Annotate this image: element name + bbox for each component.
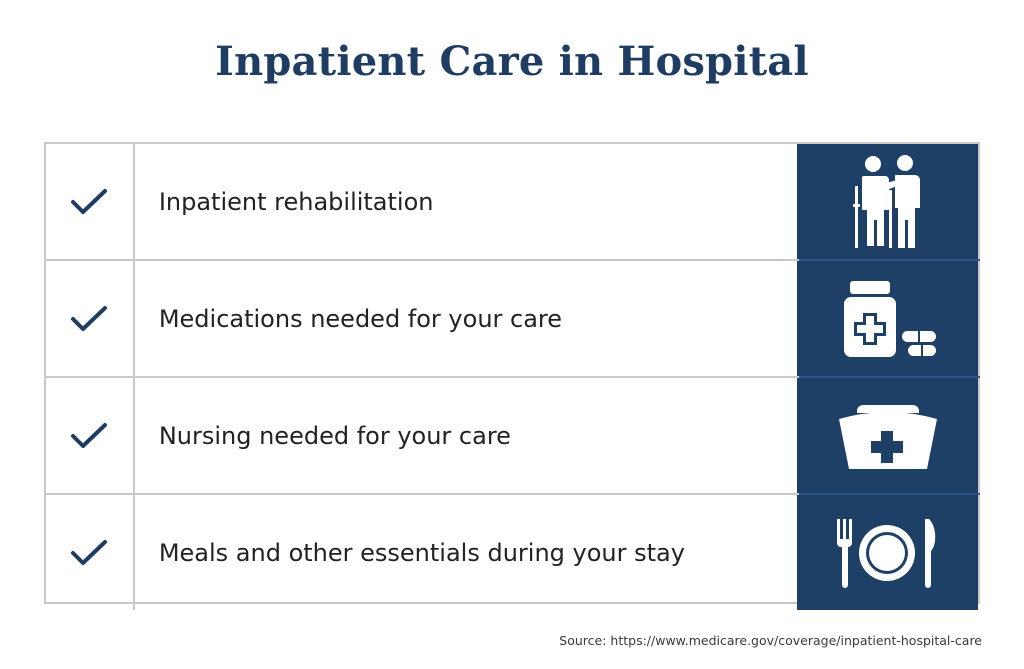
rehabilitation-icon	[843, 154, 933, 250]
check-icon	[69, 538, 109, 568]
page-title: Inpatient Care in Hospital	[215, 38, 809, 85]
check-icon	[69, 304, 109, 334]
check-cell	[46, 261, 135, 376]
care-table	[44, 142, 980, 604]
medication-icon	[838, 279, 938, 359]
check-cell	[46, 378, 135, 493]
nurse-cap-icon	[833, 401, 943, 471]
item-label: Medications needed for your care	[158, 304, 563, 333]
table-row	[46, 378, 978, 493]
source-citation: Source: https://www.medicare.gov/coverage/inpatient-hospital-care	[559, 633, 982, 648]
table-row	[46, 261, 978, 376]
item-label: Meals and other essentials during your stay	[158, 538, 685, 567]
icon-cell	[797, 378, 978, 493]
table-row	[46, 495, 978, 610]
check-icon	[69, 187, 109, 217]
icon-cell	[797, 144, 978, 259]
table-row	[46, 144, 978, 259]
check-icon	[69, 421, 109, 451]
icon-cell	[797, 261, 978, 376]
meal-icon	[833, 517, 943, 589]
check-cell	[46, 495, 135, 610]
item-label: Nursing needed for your care	[158, 421, 511, 450]
check-cell	[46, 144, 135, 259]
item-label: Inpatient rehabilitation	[158, 187, 434, 216]
icon-cell	[797, 495, 978, 610]
